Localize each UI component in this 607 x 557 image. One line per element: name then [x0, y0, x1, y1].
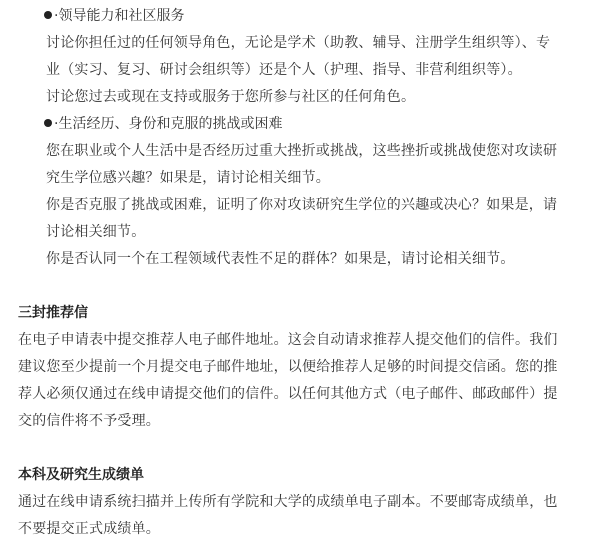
leadership-line-3: 讨论您过去或现在支持或服务于您所参与社区的任何角色。 — [46, 89, 416, 105]
bullet-dot-icon — [44, 11, 52, 19]
challenges-line-3: 你是否克服了挑战或困难，证明了你对攻读研究生学位的兴趣或决心？如果是，请 — [46, 197, 558, 213]
leadership-line-2: 业（实习、复习、研讨会组织等）还是个人（护理、指导、非营利组织等）。 — [46, 62, 522, 78]
challenges-line-5: 你是否认同一个在工程领域代表性不足的群体？如果是，请讨论相关细节。 — [46, 251, 515, 267]
bullet-challenges — [44, 114, 282, 134]
bullet-leadership — [44, 6, 184, 26]
transcripts-line-1: 通过在线申请系统扫描并上传所有学院和大学的成绩单电子副本。不要邮寄成绩单，也 — [18, 494, 558, 510]
recommendation-line-3: 荐人必须仅通过在线申请提交他们的信件。以任何其他方式（电子邮件、邮政邮件）提 — [18, 386, 558, 402]
challenges-line-1: 您在职业或个人生活中是否经历过重大挫折或挑战，这些挫折或挑战使您对攻读研 — [46, 143, 558, 159]
bullet-challenges-text: ·生活经历、身份和克服的挑战或困难 — [54, 116, 283, 132]
challenges-line-4: 讨论相关细节。 — [46, 224, 146, 240]
challenges-line-2: 究生学位感兴趣？如果是，请讨论相关细节。 — [46, 170, 330, 186]
transcripts-heading: 本科及研究生成绩单 — [18, 467, 144, 483]
recommendation-heading: 三封推荐信 — [18, 305, 88, 321]
bullet-leadership-text: ·领导能力和社区服务 — [54, 8, 185, 24]
recommendation-line-4: 交的信件将不予受理。 — [18, 413, 160, 429]
leadership-line-1: 讨论你担任过的任何领导角色，无论是学术（助教、辅导、注册学生组织等）、专 — [46, 35, 551, 51]
transcripts-line-2: 不要提交正式成绩单。 — [18, 521, 160, 537]
bullet-dot-icon — [44, 119, 52, 127]
recommendation-line-2: 建议您至少提前一个月提交电子邮件地址，以便给推荐人足够的时间提交信函。您的推 — [18, 359, 558, 375]
recommendation-line-1: 在电子申请表中提交推荐人电子邮件地址。这会自动请求推荐人提交他们的信件。我们 — [18, 332, 558, 348]
